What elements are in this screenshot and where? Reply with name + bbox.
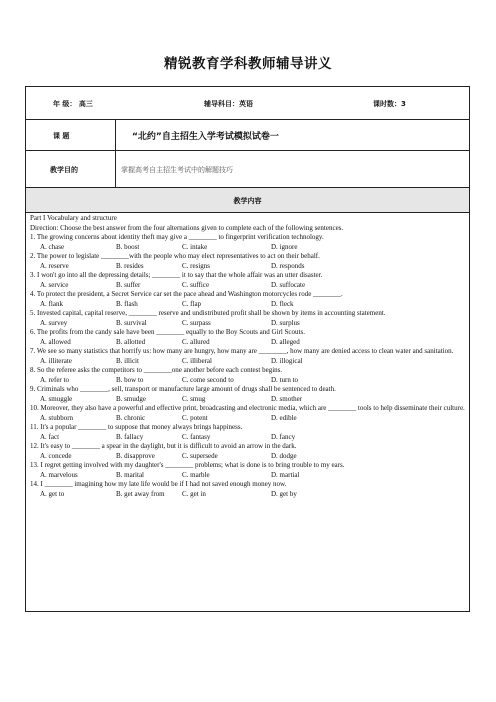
content-header-row <box>26 188 469 213</box>
option-b: B. boost <box>116 242 140 251</box>
options-row <box>30 395 470 405</box>
option-b: B. bow to <box>116 375 144 384</box>
options-row <box>30 376 470 386</box>
content-title: 教学内容 <box>233 197 262 205</box>
options-row <box>30 357 470 367</box>
options-row <box>30 262 470 272</box>
option-a: A. refer to <box>40 375 69 384</box>
option-c: C. allured <box>182 337 210 346</box>
question-text: 10. Moreover, they also have a powerful and effective print, broadcasting and electronic media, which are ________ tools to help disseminate their culture. <box>30 404 465 412</box>
option-a: A. concede <box>40 451 72 460</box>
option-d: D. dodge <box>271 451 297 460</box>
option-a: A. flank <box>40 299 63 308</box>
options-row <box>30 281 470 291</box>
option-a: A. service <box>40 280 69 289</box>
question-text: 6. The profits from the candy sale have been ________ equally to the Boy Scouts and Girl Scouts. <box>30 328 305 336</box>
option-c: C. marble <box>182 470 210 479</box>
question-text: 11. It's a popular ________ to suppose that money always brings happiness. <box>30 423 243 431</box>
goal-label: 教学目的 <box>50 166 78 174</box>
grade-field: 年 级： 高三 <box>53 100 93 108</box>
question-text: 12. It's easy to ________ a spear in the daylight, but it is difficult to avoid an arrow in the dark. <box>30 442 297 450</box>
question-text: 8. So the referee asks the competitors to ________one another before each contest begins. <box>30 366 283 374</box>
option-b: B. marital <box>116 470 144 479</box>
option-a: A. get to <box>40 489 65 498</box>
option-c: C. resigns <box>182 261 210 270</box>
content-body <box>30 214 470 499</box>
option-d: D. suffocate <box>271 280 306 289</box>
goal-value: 掌握高考自主招生考试中的解题技巧 <box>121 166 233 174</box>
option-b: B. fallacy <box>116 432 144 441</box>
option-b: B. resides <box>116 261 144 270</box>
option-a: A. chase <box>40 242 65 251</box>
options-row <box>30 490 470 500</box>
option-a: A. marvelous <box>40 470 78 479</box>
option-d: D. alleged <box>271 337 300 346</box>
option-c: C. suffice <box>182 280 210 289</box>
option-d: D. fleck <box>271 299 294 308</box>
question-text: 13. I regret getting involved with my daughter's ________ problems; what is done is to bring trouble to my ears. <box>30 461 345 469</box>
option-b: B. suffer <box>116 280 141 289</box>
options-row <box>30 452 470 462</box>
question-list <box>30 233 470 499</box>
option-d: D. edible <box>271 413 297 422</box>
option-b: B. illicit <box>116 356 139 365</box>
question-text: 5. Invested capital, capital reserve, ________ reserve and undistributed profit shall be shown by items in accounting statement. <box>30 309 386 317</box>
option-a: A. smuggle <box>40 394 73 403</box>
option-b: B. flash <box>116 299 138 308</box>
direction-text: Direction: Choose the best answer from the four alternations given to complete each of the following sentences. <box>30 223 344 232</box>
options-row <box>30 433 470 443</box>
topic-label: 课 题 <box>53 132 70 140</box>
options-row <box>30 243 470 253</box>
option-b: B. allotted <box>116 337 146 346</box>
option-a: A. reserve <box>40 261 69 270</box>
lesson-table <box>25 86 470 612</box>
options-row <box>30 471 470 481</box>
header-row <box>26 87 469 120</box>
options-row <box>30 300 470 310</box>
option-d: D. illogical <box>271 356 303 365</box>
option-c: C. surpass <box>182 318 211 327</box>
option-d: D. get by <box>271 489 297 498</box>
option-d: D. responds <box>271 261 305 270</box>
option-c: C. come second to <box>182 375 234 384</box>
question-text: 9. Criminals who ________, sell, transport or manufacture large amount of drugs shall be sentenced to death. <box>30 385 336 393</box>
topic-row <box>26 120 469 151</box>
option-b: B. smudge <box>116 394 146 403</box>
option-b: B. get away from <box>116 489 165 498</box>
options-row <box>30 338 470 348</box>
option-a: A. allowed <box>40 337 71 346</box>
option-d: D. fancy <box>271 432 296 441</box>
document-title: 精锐教育学科教师辅导讲义 <box>164 56 332 72</box>
option-d: D. surplus <box>271 318 300 327</box>
column-divider <box>115 120 116 188</box>
question-text: 14. I ________ imagining how my late life would be if I had not saved enough money now. <box>30 480 287 488</box>
option-b: B. chronic <box>116 413 146 422</box>
question-text: 1. The growing concerns about identity theft may give a ________ to fingerprint verification technology. <box>30 233 324 241</box>
option-d: D. smother <box>271 394 303 403</box>
option-c: C. fantasy <box>182 432 211 441</box>
option-c: C. intake <box>182 242 208 251</box>
topic-value: “北约”自主招生入学考试模拟试卷一 <box>132 132 279 142</box>
options-row <box>30 319 470 329</box>
options-row <box>30 414 470 424</box>
option-c: C. get in <box>182 489 206 498</box>
option-c: C. smug <box>182 394 206 403</box>
question-text: 7. We see so many statistics that horrify us: how many are hungry, how many are ________, how many are denied access to clean water and sanitation. <box>30 347 454 355</box>
question-text: 2. The power to legislate ________with the people who may elect representatives to act on their behalf. <box>30 252 320 260</box>
hours-field: 课时数：3 <box>373 100 406 108</box>
option-d: D. turn to <box>271 375 299 384</box>
question-text: 3. I won't go into all the depressing details; ________ it to say that the whole affair was an utter disaster. <box>30 271 323 279</box>
option-b: B. disapprove <box>116 451 155 460</box>
option-d: D. ignore <box>271 242 298 251</box>
option-d: D. martial <box>271 470 300 479</box>
part-heading: Part I Vocabulary and structure <box>30 214 117 222</box>
option-a: A. stubborn <box>40 413 74 422</box>
option-c: C. flap <box>182 299 202 308</box>
goal-row <box>26 151 469 188</box>
option-c: C. supersede <box>182 451 218 460</box>
question-text: 4. To protect the president, a Secret Service car set the pace ahead and Washington motorcycles rode ________. <box>30 290 343 298</box>
option-a: A. survey <box>40 318 68 327</box>
option-a: A. fact <box>40 432 60 441</box>
option-c: C. potent <box>182 413 208 422</box>
option-b: B. survival <box>116 318 147 327</box>
subject-field: 辅导科目：英语 <box>204 100 253 108</box>
option-c: C. illiberal <box>182 356 212 365</box>
option-a: A. illiterate <box>40 356 72 365</box>
